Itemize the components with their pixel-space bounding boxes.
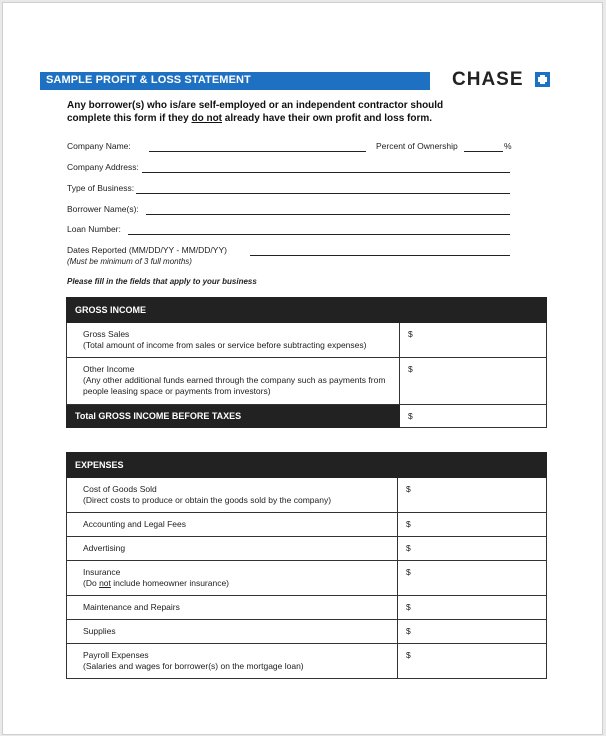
gross-income-heading: GROSS INCOME (67, 298, 400, 323)
intro-do-not: do not (191, 112, 223, 124)
currency-symbol: $ (406, 626, 411, 636)
form-page (2, 2, 603, 735)
currency-symbol: $ (408, 411, 413, 421)
currency-symbol: $ (408, 329, 413, 339)
row-title: Other Income (83, 364, 135, 374)
accounting-fees-amount[interactable] (398, 513, 547, 537)
chase-logo (452, 69, 524, 91)
title-bar (40, 72, 430, 90)
currency-symbol: $ (408, 364, 413, 374)
payroll-cell (67, 644, 398, 679)
table-row (67, 561, 547, 596)
intro-line-2-start: complete this form if they (67, 112, 192, 124)
advertising-amount[interactable] (398, 537, 547, 561)
row-title: Gross Sales (83, 329, 130, 339)
gross-income-table (66, 297, 547, 428)
advertising-cell (67, 537, 398, 561)
row-title: Advertising (83, 543, 126, 553)
table-row (67, 478, 547, 513)
payroll-amount[interactable] (398, 644, 547, 679)
table-row (67, 358, 547, 405)
ownership-suffix: % (504, 141, 512, 151)
currency-symbol: $ (406, 567, 411, 577)
table-row (67, 620, 547, 644)
gross-income-total-amount[interactable] (400, 405, 547, 428)
ownership-field[interactable] (464, 151, 503, 152)
company-address-label: Company Address: (67, 162, 139, 172)
expenses-heading: EXPENSES (67, 453, 398, 478)
table-row (67, 644, 547, 679)
loan-number-field[interactable] (128, 234, 510, 235)
gross-income-header-blank (400, 298, 547, 323)
currency-symbol: $ (406, 484, 411, 494)
loan-number-label: Loan Number: (67, 224, 121, 234)
row-title: Accounting and Legal Fees (83, 519, 187, 529)
expenses-header-blank (398, 453, 547, 478)
maintenance-cell (67, 596, 398, 620)
gross-income-total-label: Total GROSS INCOME BEFORE TAXES (67, 405, 400, 428)
row-title: Payroll Expenses (83, 650, 149, 660)
company-name-label: Company Name: (67, 141, 131, 151)
borrower-names-label: Borrower Name(s): (67, 204, 139, 214)
table-row (67, 323, 547, 358)
row-title: Maintenance and Repairs (83, 602, 180, 612)
currency-symbol: $ (406, 650, 411, 660)
business-type-field[interactable] (136, 193, 510, 194)
accounting-fees-cell (67, 513, 398, 537)
row-description (83, 578, 391, 589)
form-title: SAMPLE PROFIT & LOSS STATEMENT (46, 74, 251, 86)
dates-reported-field[interactable] (250, 255, 510, 256)
row-description: (Any other additional funds earned through the company such as payments from people leasing space or payments from investors) (83, 375, 386, 396)
other-income-amount[interactable] (400, 358, 547, 405)
table-row (67, 513, 547, 537)
business-type-label: Type of Business: (67, 183, 135, 193)
company-name-field[interactable] (149, 151, 366, 152)
currency-symbol: $ (406, 602, 411, 612)
dates-reported-label: Dates Reported (MM/DD/YY - MM/DD/YY) (67, 245, 227, 255)
insurance-amount[interactable] (398, 561, 547, 596)
intro-line-2-end: already have their own profit and loss form. (222, 112, 433, 124)
insurance-desc-start: (Do (83, 578, 100, 588)
gross-sales-amount[interactable] (400, 323, 547, 358)
gross-income-header (67, 298, 547, 323)
gross-income-total-row (67, 405, 547, 428)
table-row (67, 537, 547, 561)
cost-of-goods-amount[interactable] (398, 478, 547, 513)
other-income-cell (67, 358, 400, 405)
dates-note: (Must be minimum of 3 full months) (67, 257, 192, 266)
currency-symbol: $ (406, 543, 411, 553)
row-description: (Total amount of income from sales or service before subtracting expenses) (83, 340, 367, 350)
row-description: (Salaries and wages for borrower(s) on the mortgage loan) (83, 661, 304, 671)
maintenance-amount[interactable] (398, 596, 547, 620)
currency-symbol: $ (406, 519, 411, 529)
instruction-text: Please fill in the fields that apply to your business (67, 277, 257, 286)
octagon-logo-icon (535, 72, 550, 87)
expenses-header (67, 453, 547, 478)
ownership-label: Percent of Ownership (376, 141, 458, 151)
company-address-field[interactable] (142, 172, 510, 173)
supplies-cell (67, 620, 398, 644)
logo-text: CHASE (452, 69, 524, 90)
row-title: Supplies (83, 626, 116, 636)
insurance-cell (67, 561, 398, 596)
supplies-amount[interactable] (398, 620, 547, 644)
row-title: Cost of Goods Sold (83, 484, 157, 494)
intro-text (67, 100, 487, 125)
intro-line-1: Any borrower(s) who is/are self-employed or an independent contractor should (67, 100, 444, 111)
row-title: Insurance (83, 567, 121, 577)
insurance-desc-end: include homeowner insurance) (110, 578, 230, 588)
insurance-desc-not: not (99, 578, 111, 588)
intro-line-2 (67, 113, 487, 126)
gross-sales-cell (67, 323, 400, 358)
expenses-table (66, 452, 547, 679)
row-description: (Direct costs to produce or obtain the goods sold by the company) (83, 495, 332, 505)
cost-of-goods-cell (67, 478, 398, 513)
borrower-names-field[interactable] (146, 214, 510, 215)
table-row (67, 596, 547, 620)
